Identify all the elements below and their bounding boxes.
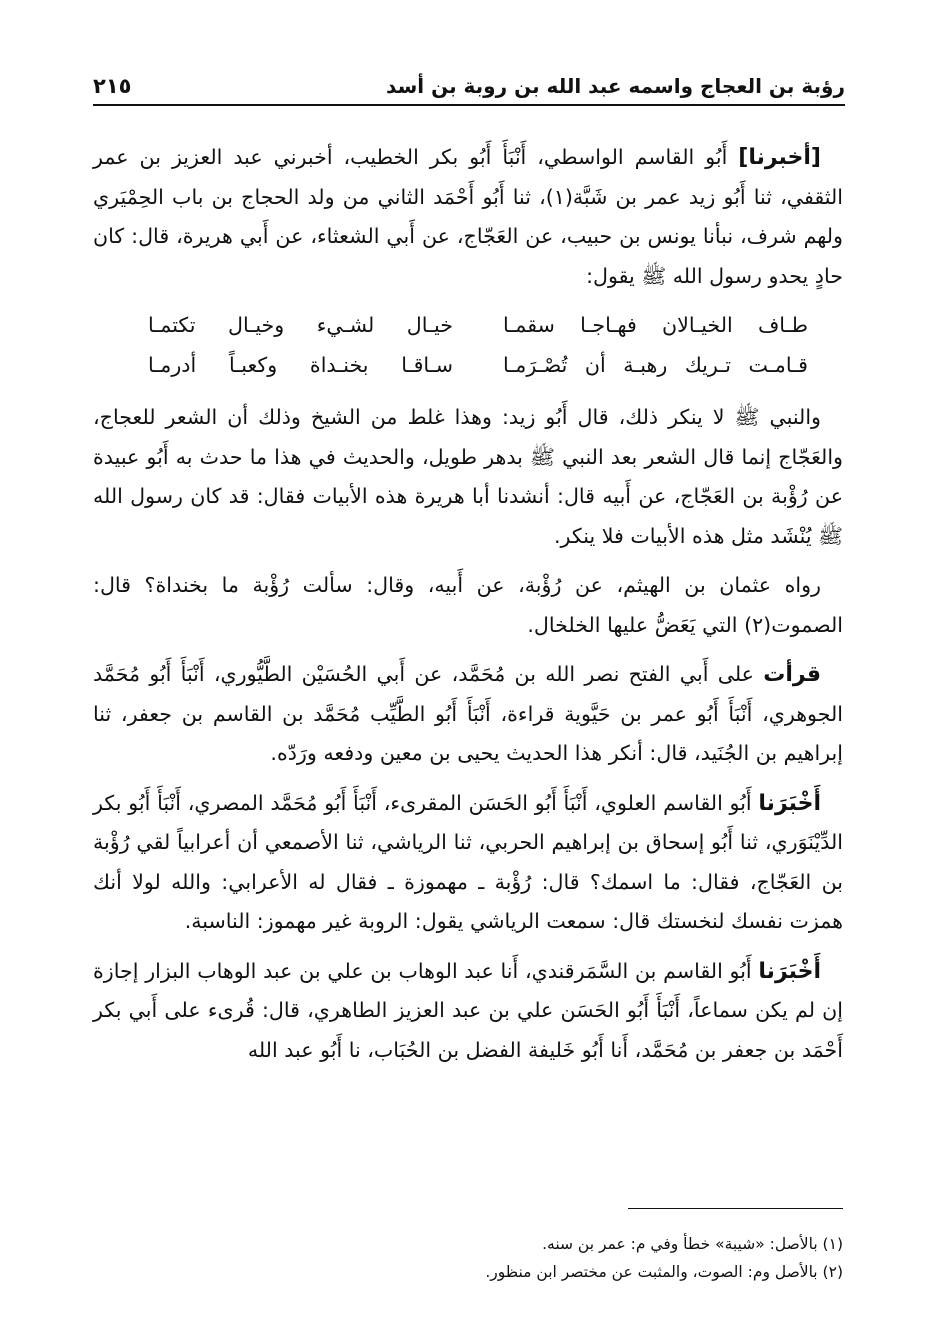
poem-first-hemistich: طـاف الخيـالان فهـاجـا سقمـا bbox=[503, 313, 808, 337]
paragraph bbox=[93, 398, 843, 556]
page-number: ٢١٥ bbox=[93, 74, 132, 98]
paragraph-text: أَبُو القاسم العلوي، أَنْبَأَ أَبُو الحَسَن المقرىء، أَنْبَأَ أَبُو مُحَمَّد المصري، أَنْبَأَ أَبُو بكر الدِّيْنَوَري، ثنا أَبُو إسحاق بن إبراهيم الحربي، ثنا الرياشي، ثنا الأصمعي أن أعرابياً لقي رُؤْبة بن العَجّاج، فقال: ما اسمك؟ قال: رُؤْبة ـ مهموزة ـ فقال له الأعرابي: والله لولا أنك همزت نفسك لنخستك قال: سمعت الرياشي يقول: الروبة غير مهموز: الناسبة. bbox=[93, 790, 843, 933]
paragraph bbox=[93, 952, 843, 1071]
footnote-2: (٢) بالأصل وم: الصوت، والمثبت عن مختصر ابن منظور. bbox=[485, 1263, 843, 1281]
paragraph-lead: أَخْبَرَنا bbox=[758, 790, 822, 816]
footnote-divider bbox=[628, 1208, 843, 1209]
paragraph-text: أَبُو القاسم بن السَّمَرقندي، أَنا عبد الوهاب بن علي بن عبد الوهاب البزار إجازة إن لم يكن سماعاً، أَنْبَأَ أَبُو الحَسَن علي بن عبد العزيز الطاهري، قال: قُرىء على أَبي بكر أَحْمَد بن جعفر بن مُحَمَّد، أَنا أَبُو خَليفة الفضل بن الحُبَاب، نا أَبُو عبد الله bbox=[93, 958, 843, 1062]
paragraph bbox=[93, 138, 843, 296]
poem-line bbox=[148, 346, 808, 386]
poem-second-hemistich: خيـال لشـيء وخيـال تكتمـا bbox=[148, 313, 453, 337]
paragraph bbox=[93, 784, 843, 942]
paragraph-text: والنبي ﷺ لا ينكر ذلك، قال أَبُو زيد: وهذا غلط من الشيخ وذلك أن الشعر للعجاج، والعَجّاج إنما قال الشعر بعد النبي ﷺ بدهر طويل، والحديث في هذا ما حدث به أَبُو عبيدة عن رُؤْبة بن العَجّاج، عن أَبيه قال: أنشدنا أبا هريرة هذه الأبيات فقال: قد كان رسول الله ﷺ يُنْشَد مثل هذه الأبيات فلا ينكر. bbox=[93, 405, 843, 548]
poem-second-hemistich: سـاقـا بخنـداة وكعبـاً أدرمـا bbox=[148, 353, 453, 377]
paragraph-text: رواه عثمان بن الهيثم، عن رُؤْبة، عن أَبيه، وقال: سألت رُؤْبة ما بخنداة؟ قال: الصموت(٢) التي يَعَضُّ عليها الخلخال. bbox=[93, 573, 843, 637]
paragraph bbox=[93, 655, 843, 774]
paragraph bbox=[93, 566, 843, 645]
paragraph-text: أَبُو القاسم الواسطي، أَنْبَأَ أَبُو بكر الخطيب، أخبرني عبد العزيز بن عمر الثقفي، ثنا أَبُو زيد عمر بن شَبَّة(١)، ثنا أَبُو أَحْمَد الثاني من ولد الحجاج بن باب الحِمْيَري ولهم شرف، نبأنا يونس بن حبيب، عن العَجّاج، عن أَبي الشعثاء، عن أَبي هريرة، قال: كان حادٍ يحدو رسول الله ﷺ يقول: bbox=[93, 145, 843, 288]
poem-line bbox=[148, 306, 808, 346]
running-title: رؤبة بن العجاج واسمه عبد الله بن روبة بن أسد bbox=[386, 74, 845, 98]
paragraph-lead: [أخبرنا] bbox=[738, 145, 821, 170]
footnote-1: (١) بالأصل: «شيبة» خطأ وفي م: عمر بن سنه. bbox=[542, 1235, 843, 1253]
poem bbox=[148, 306, 808, 386]
paragraph-text: على أَبي الفتح نصر الله بن مُحَمَّد، عن أَبي الحُسَيْن الطَّيُّوري، أَنْبَأَ أَبُو مُحَمَّد الجوهري، أَنْبَأَ أَبُو عمر بن حَيَّوية قراءة، أَنْبَأَ أَبُو الطَّيِّب مُحَمَّد بن القاسم بن جعفر، ثنا إبراهيم بن الجُنَيد، قال: أنكر هذا الحديث يحيى بن معين ودفعه ورَدّه. bbox=[93, 662, 843, 765]
footnote-list bbox=[93, 1230, 843, 1286]
poem-first-hemistich: قـامـت تـريك رهبـة أن تُصْـرَمـا bbox=[503, 353, 808, 377]
main-text bbox=[93, 138, 843, 1080]
paragraph-lead: أَخْبَرَنا bbox=[758, 958, 822, 984]
page-header bbox=[93, 70, 845, 106]
paragraph-lead: قرأت bbox=[763, 662, 821, 687]
